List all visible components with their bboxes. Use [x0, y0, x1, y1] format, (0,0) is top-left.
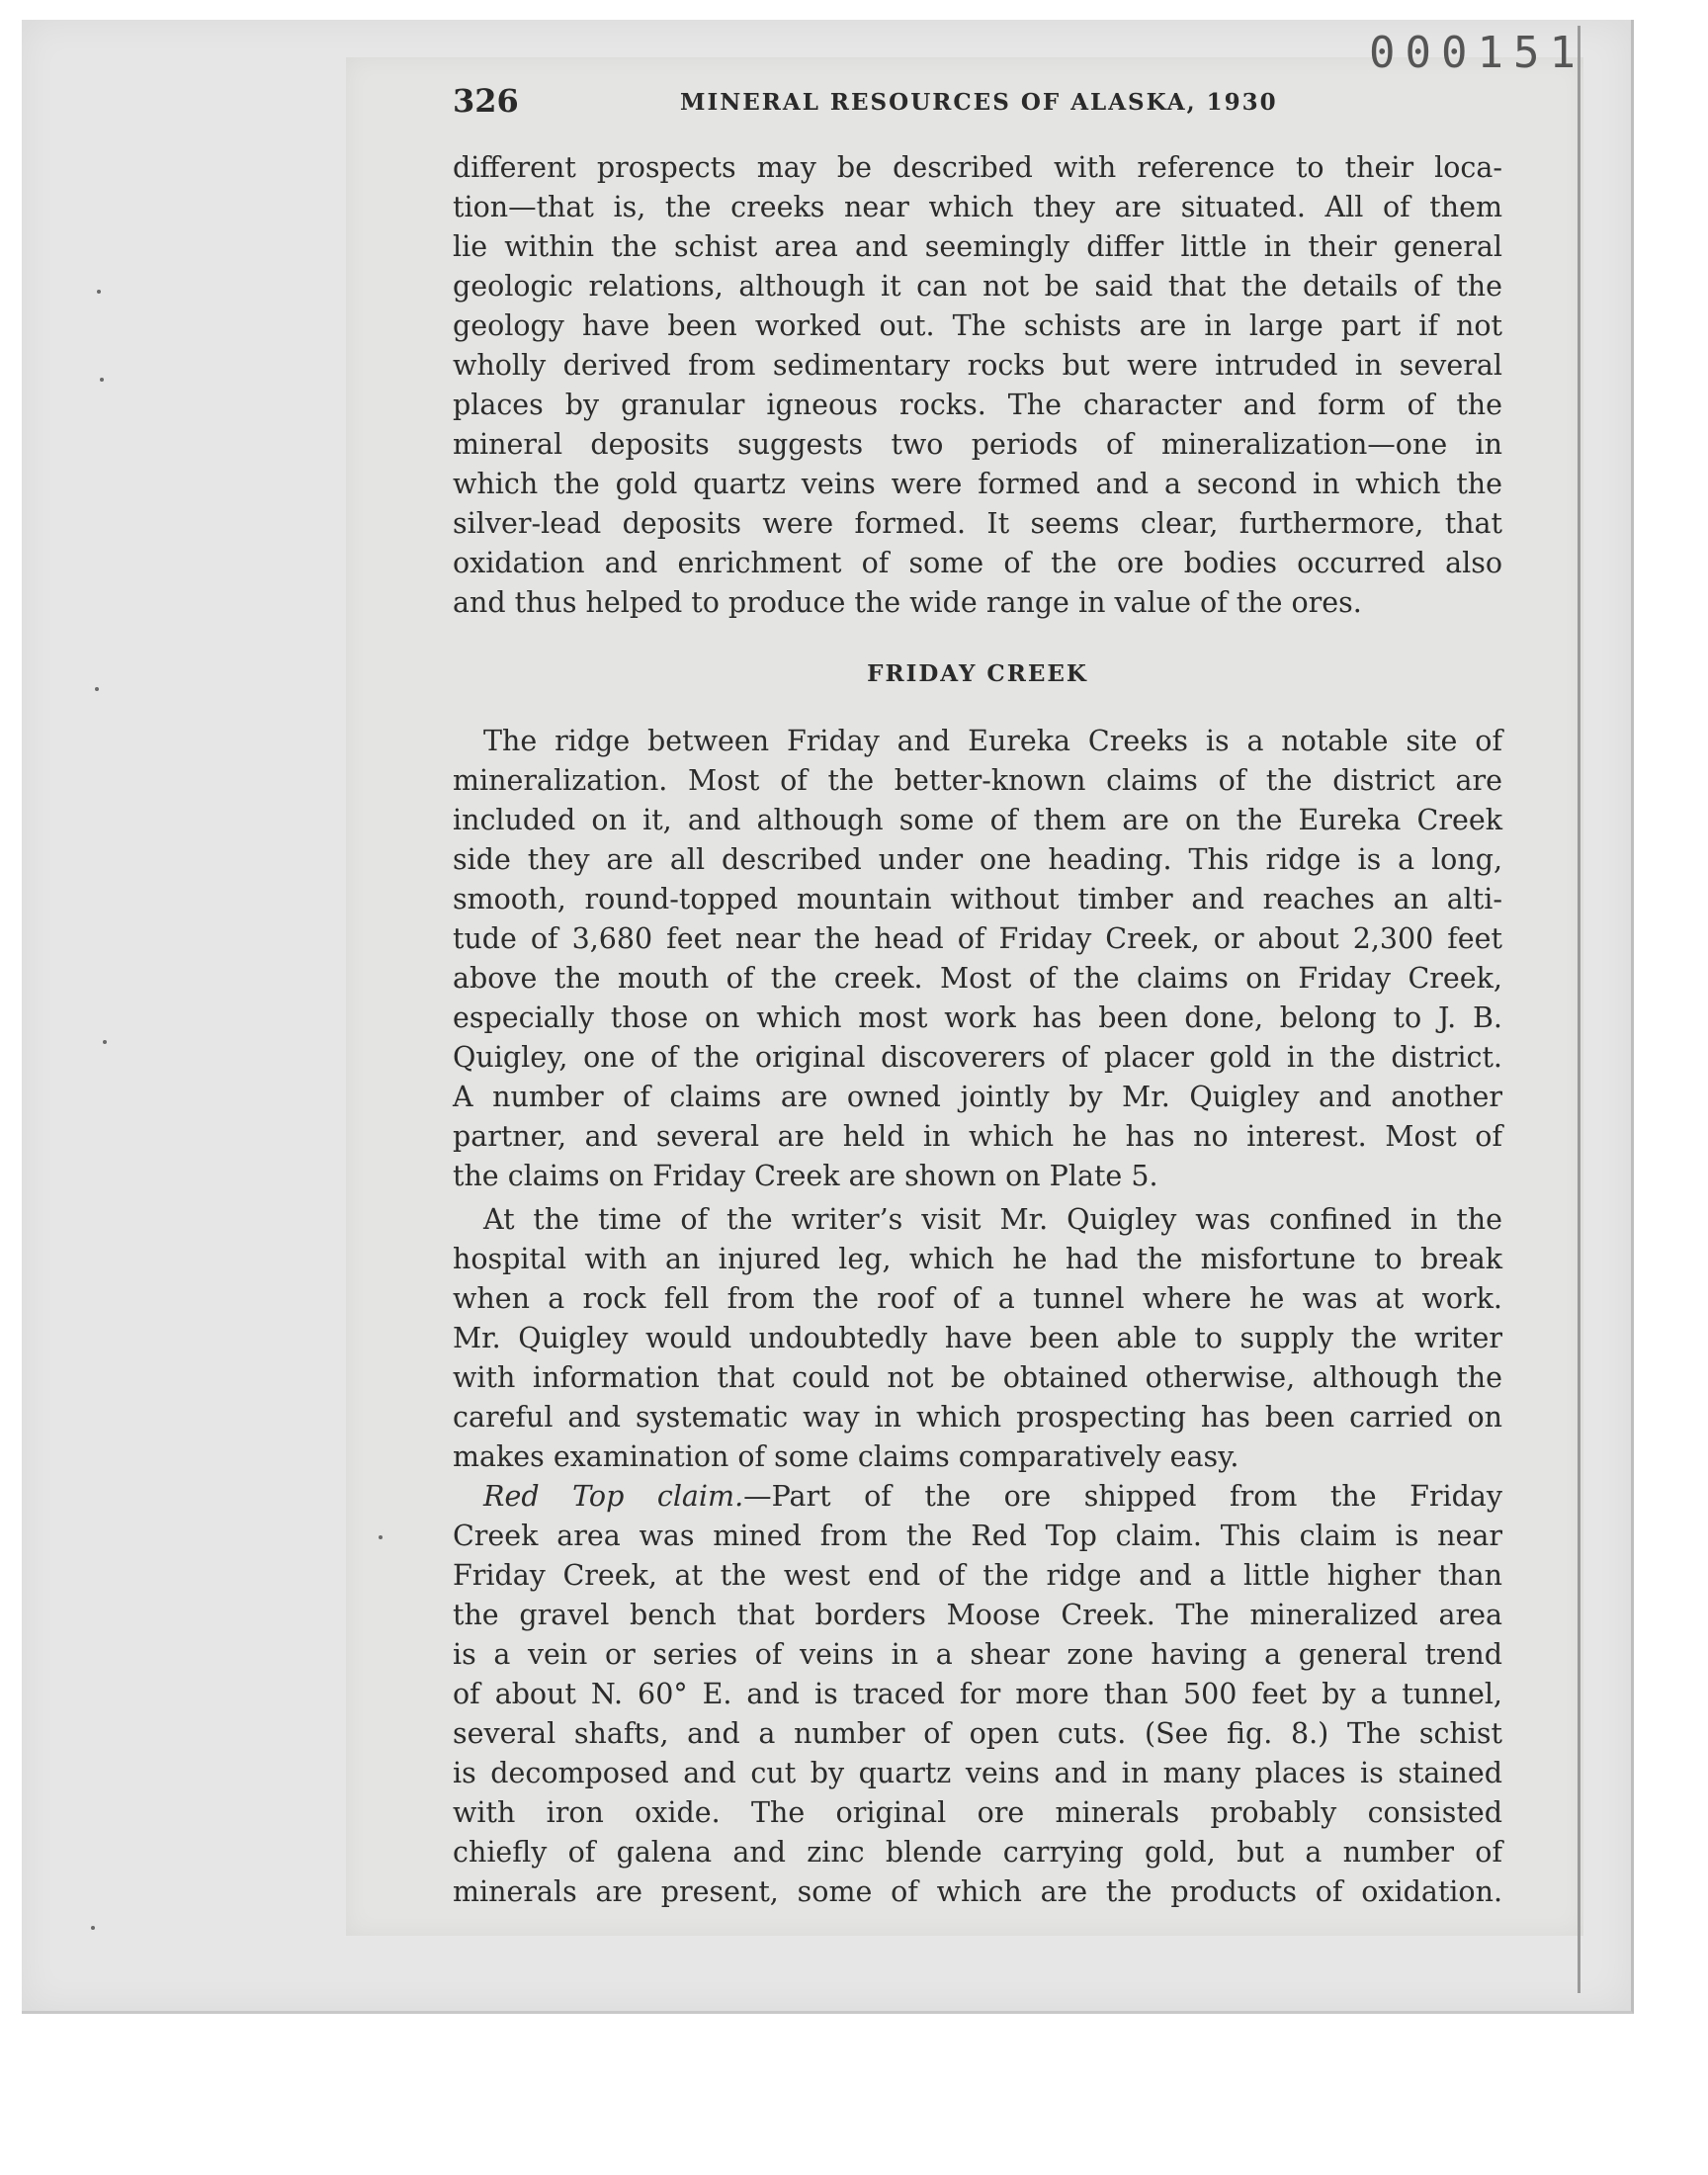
- text-line: which the gold quartz veins were formed and a second in which the: [453, 468, 1502, 500]
- margin-speck: [100, 378, 104, 382]
- page-stamp: 000151: [1369, 28, 1585, 78]
- paragraph-intro: [453, 148, 1502, 623]
- claim-name: Red Top claim.: [483, 1480, 744, 1513]
- text-line: hospital with an injured leg, which he had the misfortune to break: [453, 1243, 1502, 1275]
- text-line: partner, and several are held in which he has no interest. Most of: [453, 1120, 1502, 1153]
- text-line: above the mouth of the creek. Most of the claims on Friday Creek,: [453, 962, 1502, 995]
- text-line: The ridge between Friday and Eureka Creeks is a notable site of: [483, 725, 1502, 757]
- text-line: At the time of the writer’s visit Mr. Quigley was confined in the: [483, 1203, 1502, 1236]
- text-line: lie within the schist area and seemingly differ little in their general: [453, 230, 1502, 263]
- paragraph-red-top-claim: [453, 1477, 1502, 1912]
- running-head: [453, 82, 1498, 130]
- page-number: 326: [453, 82, 519, 120]
- margin-speck: [103, 1040, 107, 1044]
- text-line: oxidation and enrichment of some of the ore bodies occurred also: [453, 547, 1502, 579]
- text-line: A number of claims are owned jointly by Mr. Quigley and another: [453, 1081, 1502, 1113]
- text-line: wholly derived from sedimentary rocks but were intruded in several: [453, 349, 1502, 382]
- text-line: geologic relations, although it can not be said that the details of the: [453, 270, 1502, 303]
- text-line: chiefly of galena and zinc blende carrying gold, but a number of: [453, 1836, 1502, 1869]
- text-line: geology have been worked out. The schists are in large part if not: [453, 309, 1502, 342]
- text-line: included on it, and although some of them are on the Eureka Creek: [453, 804, 1502, 836]
- text-line: side they are all described under one heading. This ridge is a long,: [453, 843, 1502, 876]
- text-line: when a rock fell from the roof of a tunnel where he was at work.: [453, 1282, 1502, 1315]
- text-line: mineralization. Most of the better-known claims of the district are: [453, 764, 1502, 797]
- margin-speck: [95, 687, 99, 691]
- text-line: of about N. 60° E. and is traced for more than 500 feet by a tunnel,: [453, 1678, 1502, 1710]
- text-line: makes examination of some claims comparatively easy.: [453, 1440, 1239, 1473]
- text-line: is decomposed and cut by quartz veins and in many places is stained: [453, 1757, 1502, 1789]
- text-line: silver-lead deposits were formed. It seems clear, furthermore, that: [453, 507, 1502, 540]
- text-run: —Part of the ore shipped from the Friday: [743, 1480, 1502, 1513]
- text-line: with iron oxide. The original ore minerals probably consisted: [453, 1796, 1502, 1829]
- sheet-edge: [1578, 26, 1580, 1993]
- text-line: and thus helped to produce the wide range in value of the ores.: [453, 586, 1362, 619]
- margin-speck: [97, 290, 101, 294]
- text-line: Mr. Quigley would undoubtedly have been able to supply the writer: [453, 1322, 1502, 1354]
- text-line: mineral deposits suggests two periods of mineralization—one in: [453, 428, 1502, 461]
- text-line: smooth, round-topped mountain without timber and reaches an alti-: [453, 883, 1502, 915]
- paragraph-friday-creek: [453, 722, 1502, 1196]
- section-heading: FRIDAY CREEK: [867, 660, 1088, 687]
- margin-speck: [91, 1926, 95, 1930]
- text-line: [453, 1477, 1502, 1517]
- text-line: tion—that is, the creeks near which they are situated. All of them: [453, 191, 1502, 223]
- text-line: Creek area was mined from the Red Top claim. This claim is near: [453, 1520, 1502, 1552]
- text-line: minerals are present, some of which are the products of oxidation.: [453, 1875, 1502, 1908]
- text-line: Friday Creek, at the west end of the ridge and a little higher than: [453, 1559, 1502, 1592]
- paragraph-writers-visit: [453, 1200, 1502, 1477]
- text-line: is a vein or series of veins in a shear zone having a general trend: [453, 1638, 1502, 1671]
- text-line: the claims on Friday Creek are shown on Plate 5.: [453, 1160, 1158, 1192]
- text-line: especially those on which most work has been done, belong to J. B.: [453, 1001, 1502, 1034]
- text-line: with information that could not be obtained otherwise, although the: [453, 1361, 1502, 1394]
- text-line: the gravel bench that borders Moose Creek. The mineralized area: [453, 1599, 1502, 1631]
- text-line: Quigley, one of the original discoverers of placer gold in the district.: [453, 1041, 1502, 1074]
- text-line: several shafts, and a number of open cuts. (See fig. 8.) The schist: [453, 1717, 1502, 1750]
- running-head-title: MINERAL RESOURCES OF ALASKA, 1930: [680, 89, 1278, 116]
- text-line: careful and systematic way in which prospecting has been carried on: [453, 1401, 1502, 1434]
- text-line: tude of 3,680 feet near the head of Friday Creek, or about 2,300 feet: [453, 922, 1502, 955]
- margin-speck: [379, 1535, 383, 1539]
- text-line: places by granular igneous rocks. The character and form of the: [453, 389, 1502, 421]
- text-line: different prospects may be described with reference to their loca-: [453, 151, 1502, 184]
